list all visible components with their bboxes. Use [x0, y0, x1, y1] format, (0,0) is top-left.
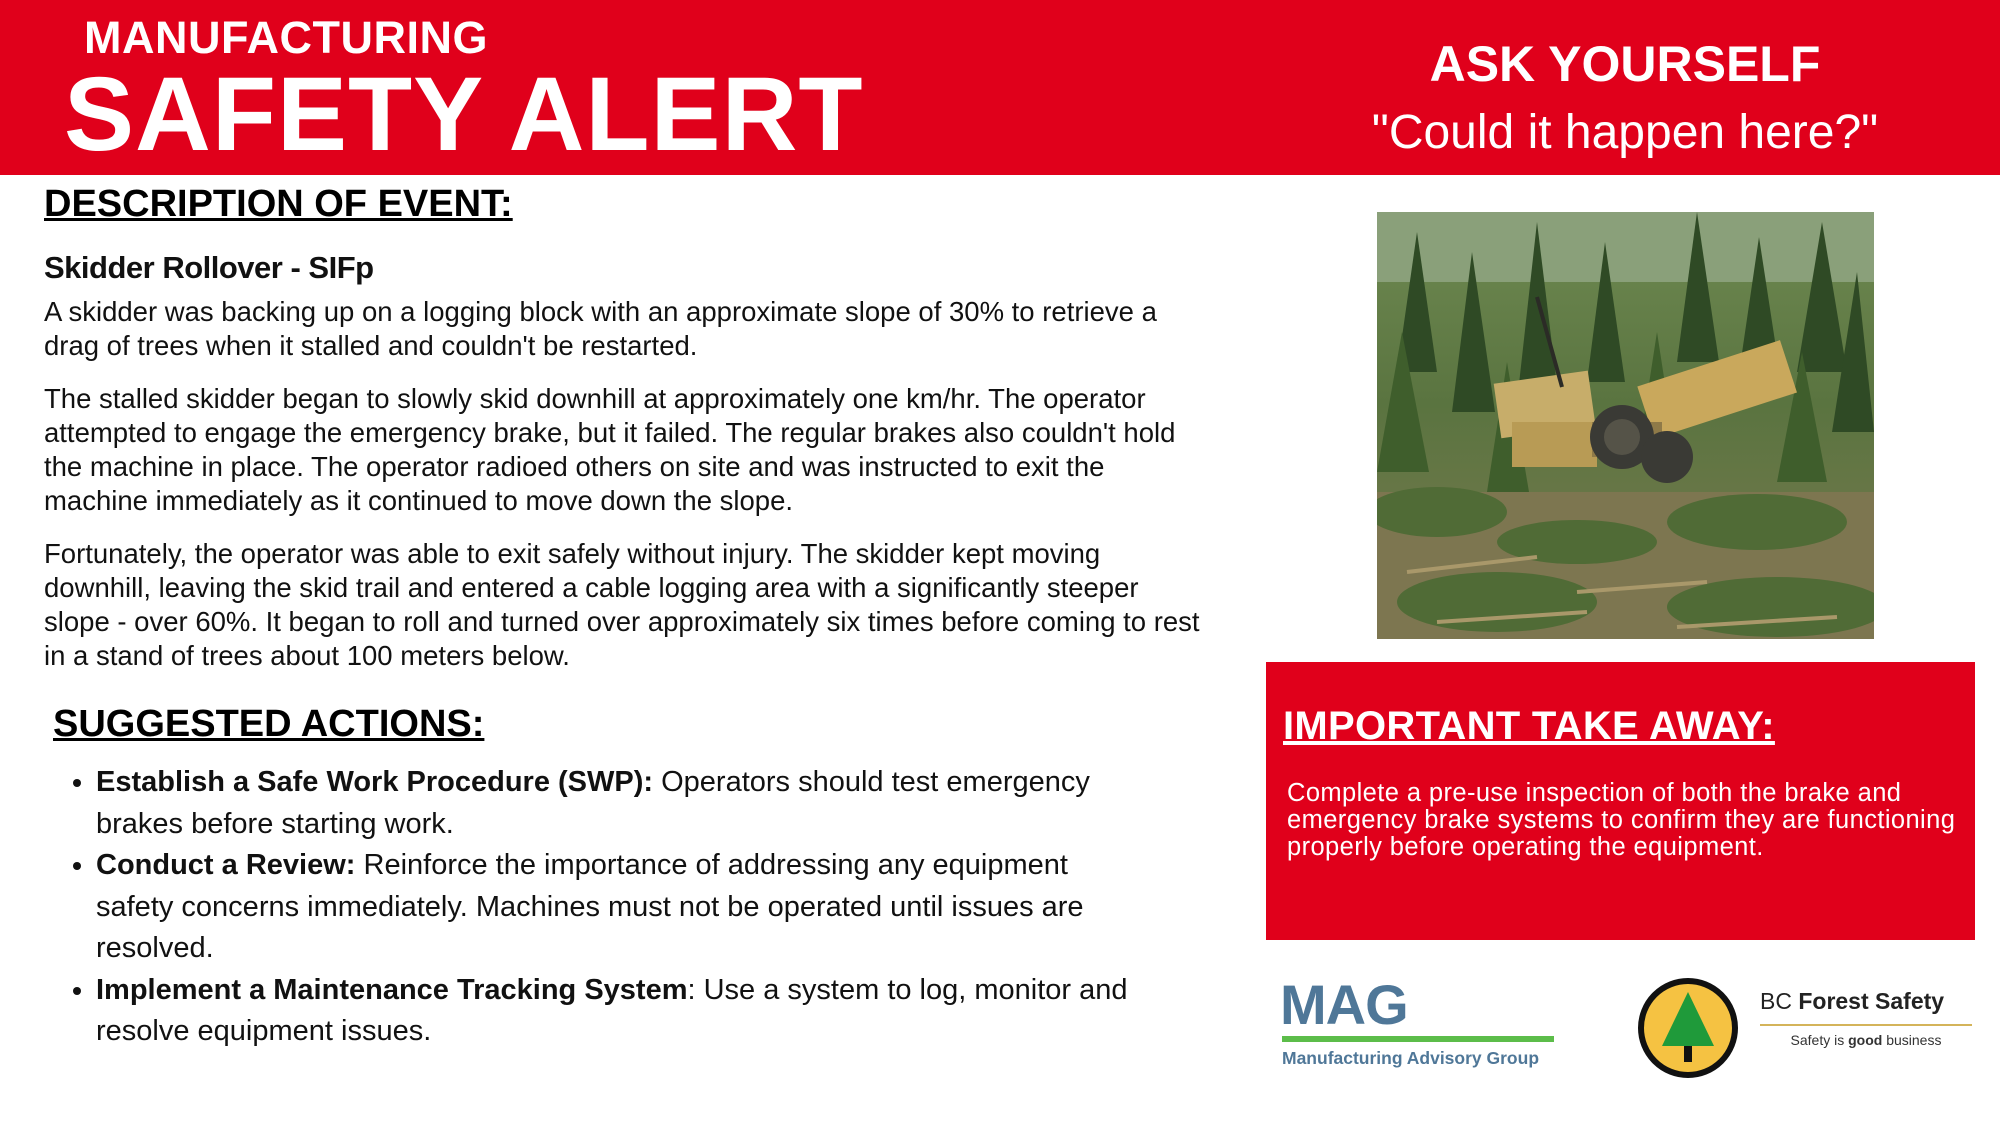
event-paragraph: The stalled skidder began to slowly skid downhill at approximately one km/hr. The operator attempted to engage the emergency brake, but it failed. The regular brakes also couldn't hold the machine in place. The operator radioed others on site and was instructed to exit the machine immediately as it continued to move down the slope. — [44, 383, 1176, 516]
action-text: : Use a system to log, monitor and resolve equipment issues. — [96, 973, 1128, 1047]
bc-forest-safety-name — [1760, 988, 1944, 1015]
takeaway-title: IMPORTANT TAKE AWAY: — [1283, 704, 1775, 748]
ask-yourself-title: ASK YOURSELF — [1429, 36, 1821, 92]
takeaway-text: Complete a pre-use inspection of both the brake and emergency brake systems to confirm they are functioning properly before operating the equipment. — [1287, 779, 1956, 861]
action-text: Reinforce the importance of addressing any equipment safety concerns immediately. Machines must not be operated until issues are resolved. — [96, 849, 1084, 964]
bcfs-tag-bold: good — [1848, 1032, 1883, 1048]
bcfs-tag-post: business — [1882, 1032, 1942, 1048]
event-description — [44, 295, 1204, 692]
action-text: Operators should test emergency brakes before starting work. — [96, 766, 1090, 840]
suggested-actions-heading: SUGGESTED ACTIONS: — [53, 703, 485, 745]
banner-title: SAFETY ALERT — [64, 56, 864, 173]
suggested-actions-list — [72, 762, 1136, 1053]
list-item — [96, 845, 1136, 970]
bcfs-divider — [1760, 1024, 1972, 1026]
photo-illustration — [1377, 212, 1874, 639]
action-label: Conduct a Review: — [96, 849, 356, 881]
bcfs-tag-pre: Safety is — [1790, 1032, 1849, 1048]
mag-logo-letters: MAG — [1280, 973, 1408, 1036]
action-label: Establish a Safe Work Procedure (SWP): — [96, 766, 654, 798]
event-paragraph: Fortunately, the operator was able to exit safely without injury. The skidder kept moving downhill, leaving the skid trail and entered a cable logging area with a significantly steeper slope - over 60%. It began to roll and turned over approximately six times before coming to rest in a stand of trees about 100 meters below. — [44, 538, 1200, 671]
list-item — [96, 762, 1136, 845]
banner-subtitle: MANUFACTURING — [84, 12, 488, 63]
important-takeaway-box — [1266, 662, 1975, 940]
list-item — [96, 970, 1136, 1053]
mag-logo-name: Manufacturing Advisory Group — [1282, 1048, 1540, 1068]
bc-forest-safety-tagline — [1760, 1032, 1972, 1048]
ask-yourself-quote: "Could it happen here?" — [1371, 106, 1879, 159]
bcfs-name-bold: Forest Safety — [1798, 988, 1945, 1014]
bcfs-name-light: BC — [1760, 988, 1799, 1014]
alert-banner — [0, 0, 2000, 175]
event-title: Skidder Rollover - SIFp — [44, 250, 374, 285]
event-paragraph: A skidder was backing up on a logging block with an approximate slope of 30% to retrieve a drag of trees when it stalled and couldn't be restarted. — [44, 296, 1157, 361]
skidder-rollover-photo — [1377, 212, 1874, 639]
action-label: Implement a Maintenance Tracking System — [96, 973, 688, 1006]
mag-logo-bar — [1282, 1036, 1554, 1042]
mag-logo — [1280, 975, 1570, 1075]
bc-forest-safety-tree-icon — [1638, 978, 1738, 1078]
description-heading: DESCRIPTION OF EVENT: — [44, 183, 513, 225]
